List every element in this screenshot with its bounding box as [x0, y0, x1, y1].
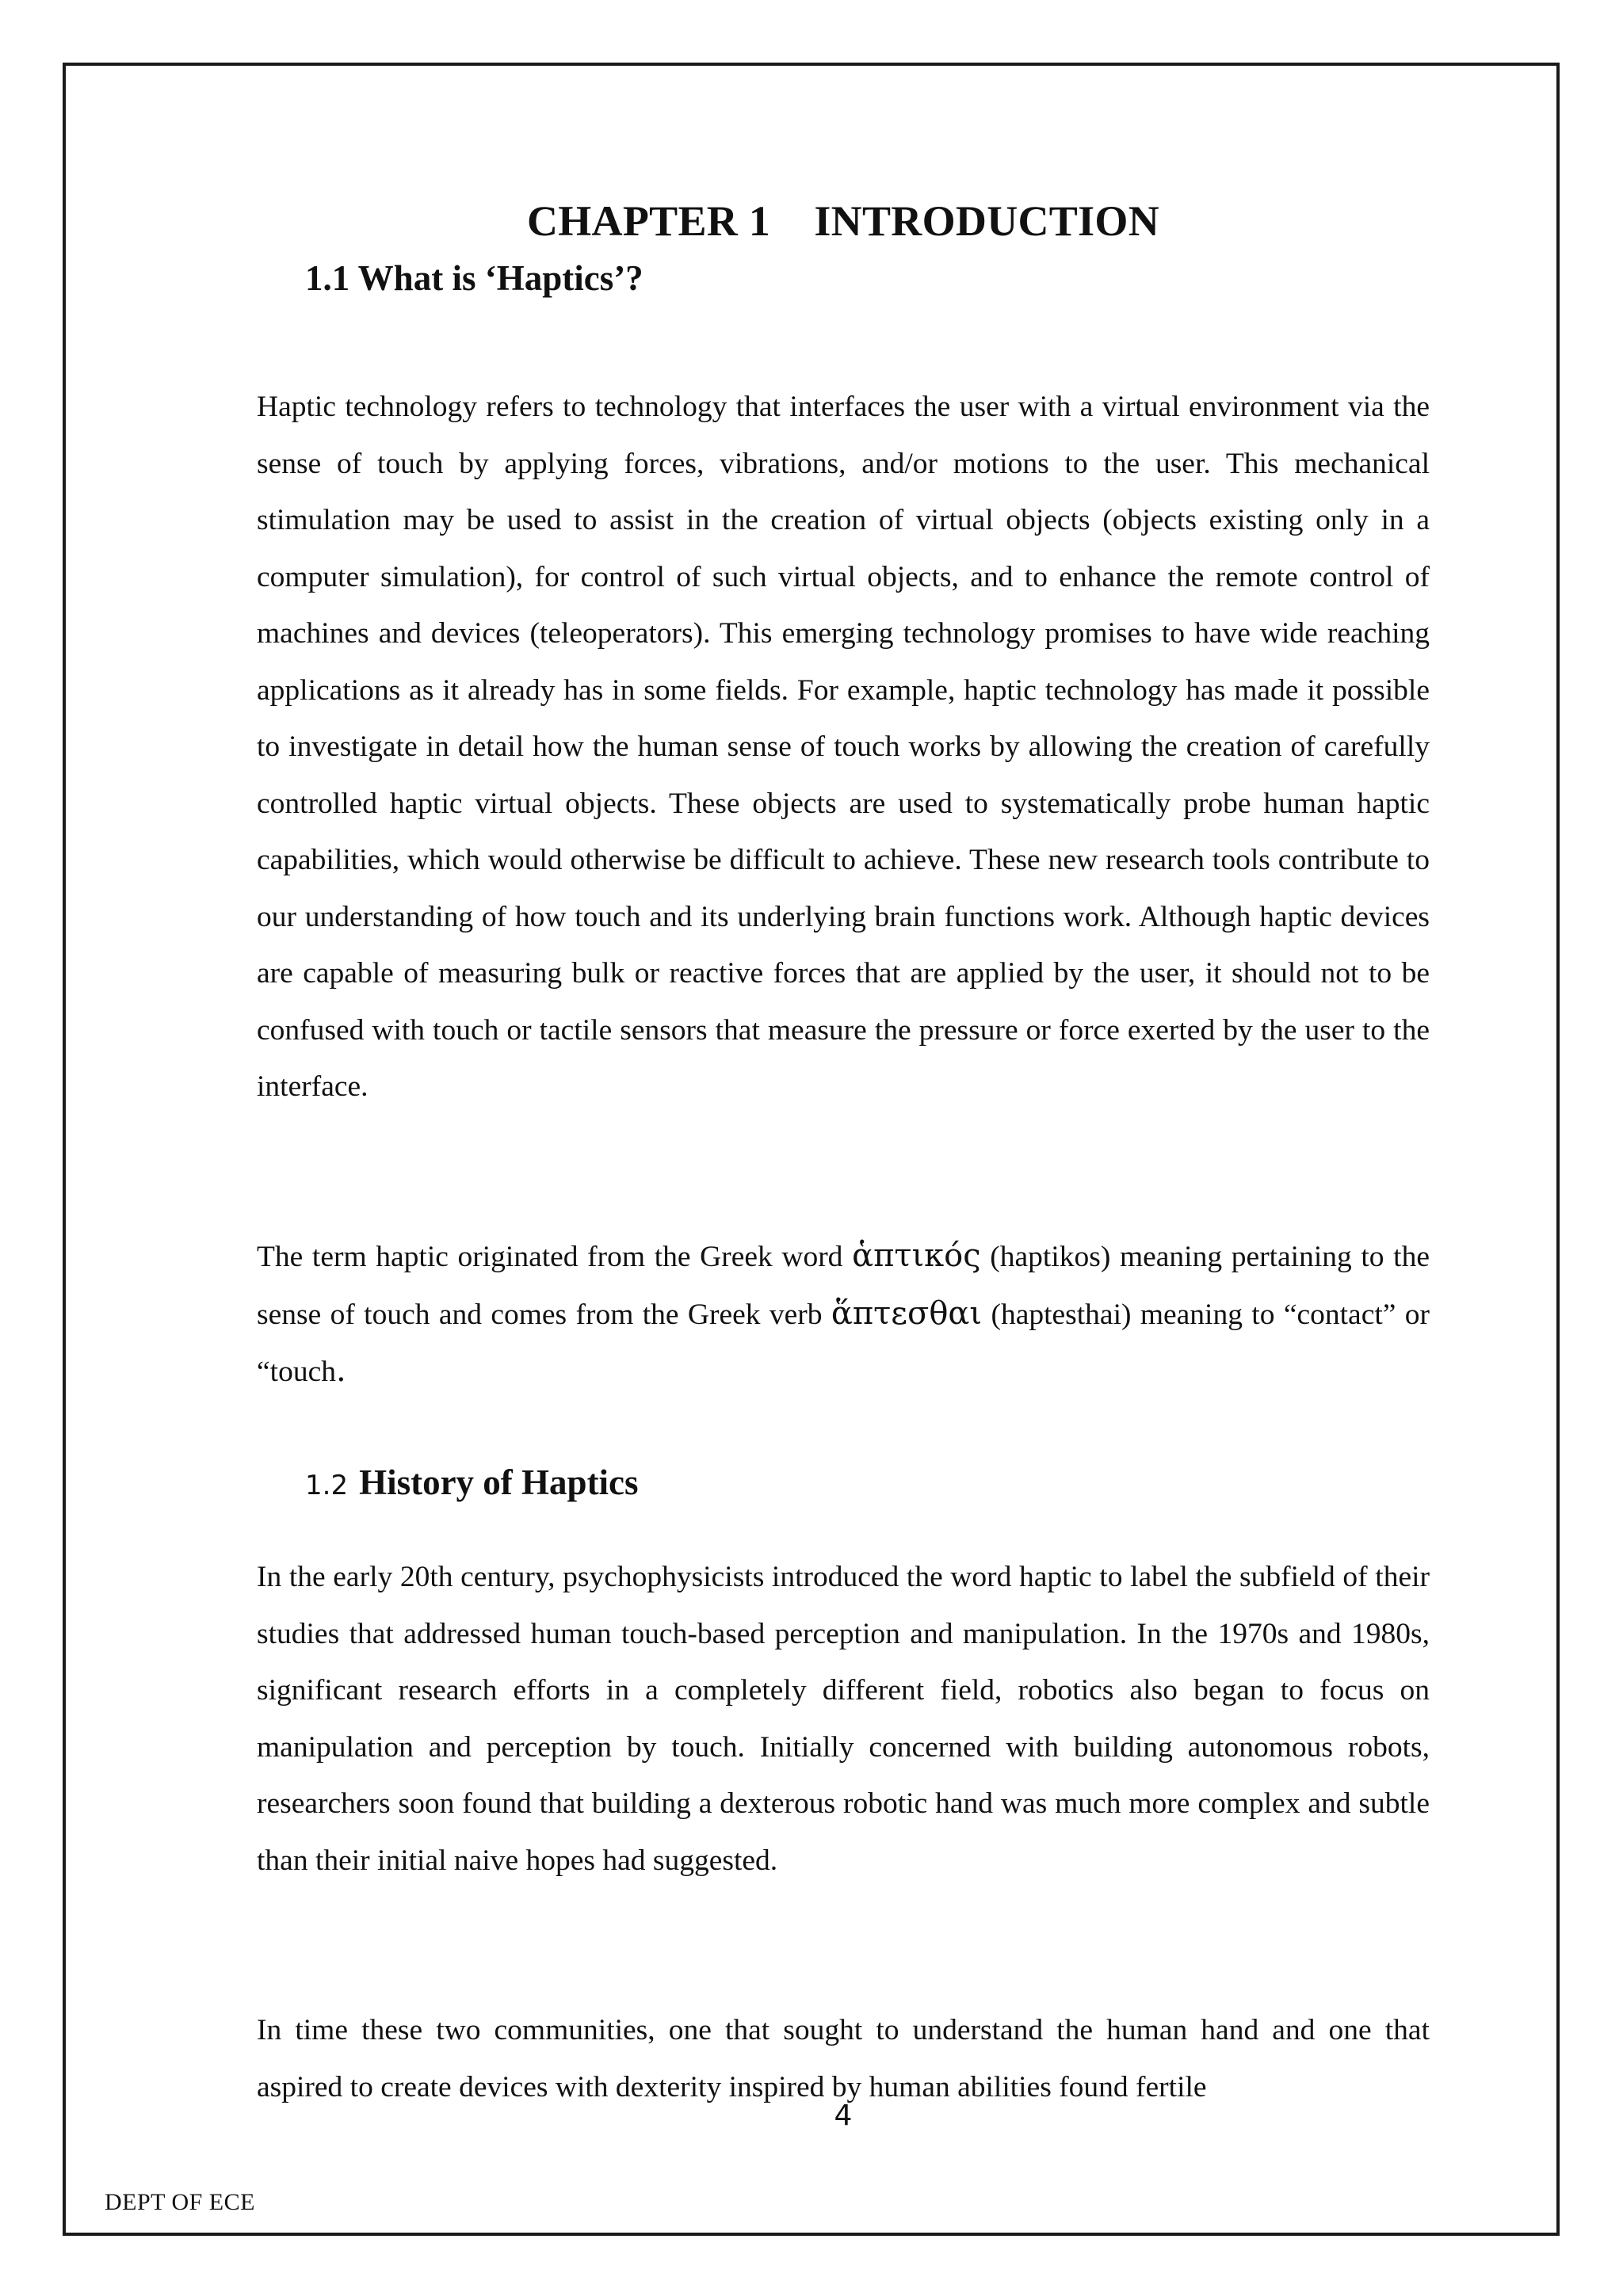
etymology-text-part-1: The term haptic originated from the Greek word: [257, 1241, 853, 1273]
etymology-text-part-3: (haptesthai) meaning to “contact” or “touch: [257, 1298, 1430, 1388]
footer-department: DEPT OF ECE: [105, 2189, 255, 2215]
greek-word-haptesthai: ἅπτεσθαι: [831, 1295, 983, 1332]
etymology-end-mark: .: [335, 1352, 346, 1389]
paragraph-history-early-20th-century: In the early 20th century, psychophysicists introduced the word haptic to label the subfield of their studies that addressed human touch-based perception and manipulation. In the 1970s and 1980s, significant research efforts in a completely different field, robotics also began to focus on manipulation and perception by touch. Initially concerned with building autonomous robots, researchers soon found that building a dexterous robotic hand was much more complex and subtle than their initial naive hopes had suggested.: [257, 1561, 1430, 1877]
paragraph-history-two-communities: In time these two communities, one that sought to understand the human hand and one that aspired to create devices with dexterity inspired by human abilities found fertile: [257, 2014, 1430, 2103]
section-title: History of Haptics: [359, 1463, 639, 1502]
paragraph-haptic-etymology: [257, 1228, 1430, 1401]
section-number: 1.2: [305, 1470, 349, 1501]
page-number: 4: [834, 2100, 853, 2132]
section-heading-history-of-haptics: [305, 1462, 639, 1503]
greek-word-haptikos: ἁπτικός: [852, 1238, 981, 1274]
etymology-text-part-2: (haptikos) meaning pertaining to the sense of touch and comes from the Greek verb: [257, 1241, 1430, 1331]
paragraph-haptic-technology-definition: Haptic technology refers to technology that interfaces the user with a virtual environment via the sense of touch by applying forces, vibrations, and/or motions to the user. This mechanical stimulation may be used to assist in the creation of virtual objects (objects existing only in a computer simulation), for control of such virtual objects, and to enhance the remote control of machines and devices (teleoperators). This emerging technology promises to have wide reaching applications as it already has in some fields. For example, haptic technology has made it possible to investigate in detail how the human sense of touch works by allowing the creation of carefully controlled haptic virtual objects. These objects are used to systematically probe human haptic capabilities, which would otherwise be difficult to achieve. These new research tools contribute to our understanding of how touch and its underlying brain functions work. Although haptic devices are capable of measuring bulk or reactive forces that are applied by the user, it should not to be confused with touch or tactile sensors that measure the pressure or force exerted by the user to the interface.: [257, 391, 1430, 1103]
section-heading-what-is-haptics: 1.1 What is ‘Haptics’?: [305, 258, 643, 298]
chapter-title: CHAPTER 1 INTRODUCTION: [526, 197, 1160, 245]
